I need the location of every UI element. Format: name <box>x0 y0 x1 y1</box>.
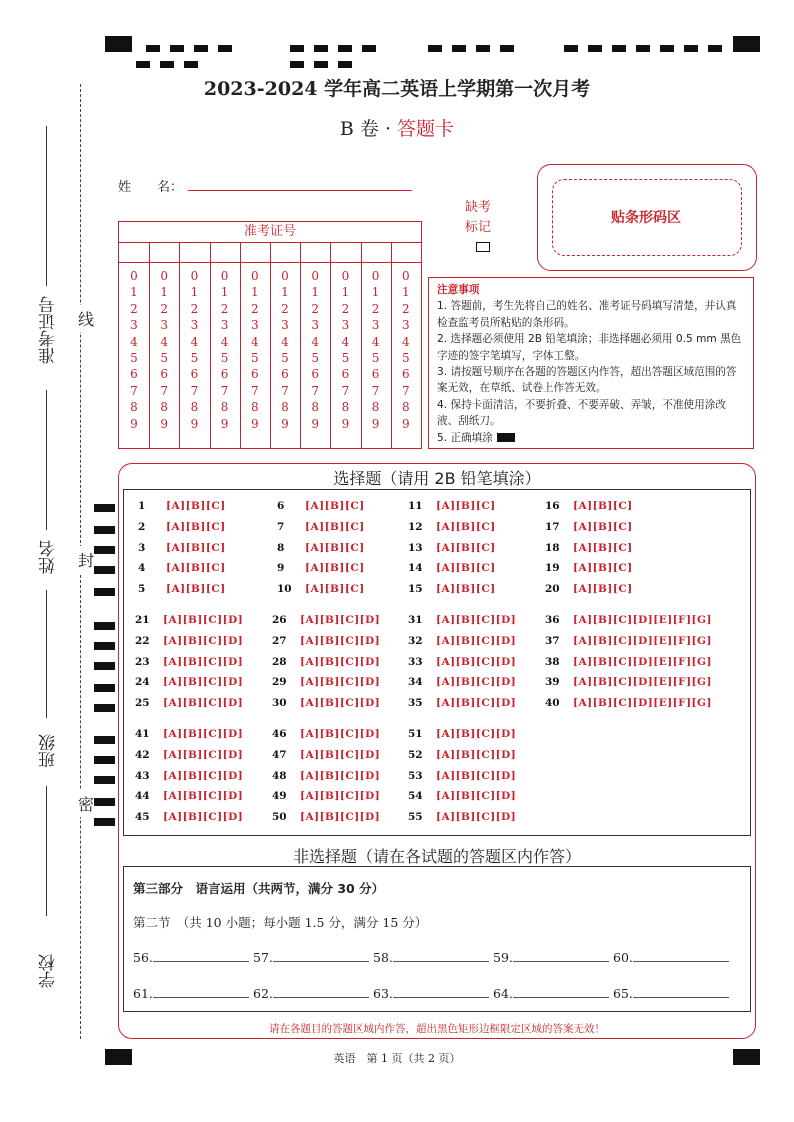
question-number: 34 <box>408 676 423 689</box>
question-number: 42 <box>135 748 150 761</box>
question-46[interactable] <box>272 728 380 740</box>
question-number: 15 <box>408 583 423 596</box>
answer-options[interactable]: [A][B][C][D] <box>163 790 244 803</box>
timing-mark <box>136 61 150 68</box>
answer-blank-64[interactable]: 64. <box>493 985 609 1001</box>
answer-options[interactable]: [A][B][C][D] <box>436 655 517 668</box>
question-number: 48 <box>272 769 287 782</box>
question-28[interactable] <box>272 656 380 668</box>
answer-options[interactable]: [A][B][C][D] <box>163 655 244 668</box>
digit-bubble-column[interactable]: 0 1 2 3 4 5 6 7 8 9 <box>190 269 199 431</box>
question-23[interactable] <box>135 656 243 668</box>
timing-mark <box>94 566 115 574</box>
answer-options[interactable]: [A][B][C] <box>573 520 633 533</box>
name-label: 姓 名： <box>118 180 184 195</box>
answer-options[interactable]: [A][B][C] <box>436 520 496 533</box>
absent-label: 缺考 标记 <box>465 200 492 235</box>
timing-mark <box>160 61 174 68</box>
side-write-line <box>46 590 47 718</box>
timing-mark <box>94 736 115 744</box>
question-32[interactable] <box>408 635 516 647</box>
answer-options[interactable]: [A][B][C][D] <box>300 676 381 689</box>
answer-options[interactable]: [A][B][C][D] <box>300 769 381 782</box>
answer-blank-58[interactable]: 58. <box>373 949 489 965</box>
question-number: 8 <box>277 541 285 554</box>
question-3[interactable] <box>138 542 226 554</box>
choice-section-header: 选择题（请用 2B 铅笔填涂） <box>333 469 541 488</box>
answer-options[interactable]: [A][B][C][D] <box>300 790 381 803</box>
answer-options[interactable]: [A][B][C][D] <box>436 748 517 761</box>
question-number: 45 <box>135 811 150 824</box>
boundary-warning: 请在各题目的答题区域内作答，超出黑色矩形边框限定区域的答案无效！ <box>269 1023 605 1035</box>
corner-mark <box>105 36 132 52</box>
question-19[interactable] <box>545 562 633 574</box>
question-number: 39 <box>545 676 560 689</box>
question-18[interactable] <box>545 542 633 554</box>
question-26[interactable] <box>272 614 380 626</box>
answer-options[interactable]: [A][B][C] <box>305 541 365 554</box>
timing-mark <box>94 662 115 670</box>
question-35[interactable] <box>408 697 516 709</box>
answer-options[interactable]: [A][B][C][D] <box>163 697 244 710</box>
exam-number-title: 准考证号 <box>119 222 421 243</box>
answer-options[interactable]: [A][B][C][D] <box>163 748 244 761</box>
answer-options[interactable]: [A][B][C][D] <box>436 790 517 803</box>
notice-item: 2. 选择题必须使用 2B 铅笔填涂；非选择题必须用 0.5 mm 黑色字迹的签字笔填写，字体工整。 <box>437 333 742 362</box>
answer-options[interactable]: [A][B][C][D] <box>436 728 517 740</box>
cut-word-line: 线 <box>78 305 94 332</box>
answer-options[interactable]: [A][B][C] <box>166 520 226 533</box>
answer-blank-65[interactable]: 65. <box>613 985 729 1001</box>
digit-bubble-column[interactable]: 0 1 2 3 4 5 6 7 8 9 <box>160 269 168 431</box>
question-number: 49 <box>272 790 287 803</box>
exam-number-grid <box>118 221 422 449</box>
timing-mark <box>588 45 602 52</box>
question-number: 40 <box>545 697 560 710</box>
answer-blank-61[interactable]: 61. <box>133 985 249 1001</box>
question-8[interactable] <box>277 542 365 554</box>
question-number: 29 <box>272 676 287 689</box>
side-label-school: 学校 <box>39 954 59 988</box>
question-number: 28 <box>272 655 287 668</box>
answer-options[interactable]: [A][B][C] <box>436 541 496 554</box>
question-number: 44 <box>135 790 150 803</box>
question-30[interactable] <box>272 697 380 709</box>
answer-blank-56[interactable]: 56. <box>133 949 249 965</box>
answer-options[interactable]: [A][B][C] <box>573 500 633 512</box>
side-write-line <box>46 126 47 286</box>
question-number: 35 <box>408 697 423 710</box>
answer-options[interactable]: [A][B][C][D] <box>300 614 381 626</box>
corner-mark <box>733 36 760 52</box>
timing-mark <box>290 61 304 68</box>
question-45[interactable] <box>135 811 243 823</box>
question-29[interactable] <box>272 676 380 688</box>
answer-blank-62[interactable]: 62. <box>253 985 369 1001</box>
question-6[interactable] <box>277 500 365 512</box>
answer-options[interactable]: [A][B][C] <box>436 583 496 596</box>
answer-options[interactable]: [A][B][C] <box>305 583 365 596</box>
answer-blank-57[interactable]: 57. <box>253 949 369 965</box>
question-44[interactable] <box>135 790 243 802</box>
answer-options[interactable]: [A][B][C][D] <box>163 676 244 689</box>
answer-options[interactable]: [A][B][C][D][E][F][G] <box>573 634 712 647</box>
timing-mark <box>94 776 115 784</box>
answer-options[interactable]: [A][B][C] <box>166 583 226 596</box>
answer-options[interactable]: [A][B][C] <box>305 562 365 575</box>
question-1[interactable] <box>138 500 226 512</box>
question-number: 21 <box>135 614 150 626</box>
question-12[interactable] <box>408 521 496 533</box>
timing-mark <box>314 61 328 68</box>
question-47[interactable] <box>272 749 380 761</box>
question-number: 19 <box>545 562 560 575</box>
timing-mark <box>94 622 115 630</box>
question-number: 5 <box>138 583 146 596</box>
question-number: 37 <box>545 634 560 647</box>
question-number: 9 <box>277 562 285 575</box>
question-33[interactable] <box>408 656 516 668</box>
timing-mark <box>94 756 115 764</box>
question-51[interactable] <box>408 728 516 740</box>
question-number: 43 <box>135 769 150 782</box>
question-10[interactable] <box>277 583 365 595</box>
side-label-name: 姓名 <box>39 540 59 574</box>
question-9[interactable] <box>277 562 365 574</box>
answer-options[interactable]: [A][B][C][D] <box>163 811 244 824</box>
timing-mark <box>636 45 650 52</box>
question-5[interactable] <box>138 583 226 595</box>
question-number: 23 <box>135 655 150 668</box>
timing-mark <box>170 45 184 52</box>
timing-mark <box>564 45 578 52</box>
timing-mark <box>500 45 514 52</box>
question-number: 55 <box>408 811 423 824</box>
question-number: 27 <box>272 634 287 647</box>
question-54[interactable] <box>408 790 516 802</box>
question-number: 18 <box>545 541 560 554</box>
question-number: 14 <box>408 562 423 575</box>
question-36[interactable] <box>545 614 712 626</box>
question-7[interactable] <box>277 521 365 533</box>
question-number: 47 <box>272 748 287 761</box>
timing-mark <box>94 504 115 512</box>
notice-item: 5. 正确填涂 <box>437 430 745 446</box>
timing-mark <box>428 45 442 52</box>
question-number: 13 <box>408 541 423 554</box>
timing-mark <box>452 45 466 52</box>
answer-options[interactable]: [A][B][C][D] <box>436 614 517 626</box>
timing-mark <box>94 684 115 692</box>
answer-options[interactable]: [A][B][C][D] <box>300 655 381 668</box>
question-14[interactable] <box>408 562 496 574</box>
question-number: 1 <box>138 500 146 512</box>
question-number: 36 <box>545 614 560 626</box>
nonchoice-section-header: 非选择题（请在各试题的答题区内作答） <box>292 847 581 866</box>
question-number: 53 <box>408 769 423 782</box>
cut-word-dense: 密 <box>78 790 94 817</box>
question-48[interactable] <box>272 770 380 782</box>
answer-options[interactable]: [A][B][C] <box>305 520 365 533</box>
side-write-line <box>46 786 47 916</box>
notice-item: 3. 请按题号顺序在各题的答题区内作答，超出答题区域范围的答案无效，在草纸、试卷上作答无效。 <box>437 366 737 395</box>
question-21[interactable] <box>135 614 243 626</box>
question-number: 11 <box>408 500 423 512</box>
question-number: 2 <box>138 520 146 533</box>
timing-mark <box>94 642 115 650</box>
timing-mark <box>660 45 674 52</box>
timing-mark <box>94 526 115 534</box>
digit-bubble-column[interactable]: 0 1 2 3 4 5 6 7 8 9 <box>311 269 319 431</box>
digit-bubble-column[interactable]: 0 1 2 3 4 5 6 7 8 9 <box>281 269 289 431</box>
filled-sample-icon <box>497 433 515 442</box>
timing-mark <box>290 45 304 52</box>
question-4[interactable] <box>138 562 226 574</box>
notice-title: 注意事项 <box>437 284 480 296</box>
timing-mark <box>194 45 208 52</box>
question-number: 10 <box>277 583 292 596</box>
question-number: 22 <box>135 634 150 647</box>
question-24[interactable] <box>135 676 243 688</box>
timing-mark <box>362 45 376 52</box>
timing-mark <box>476 45 490 52</box>
timing-mark <box>94 818 115 826</box>
question-41[interactable] <box>135 728 243 740</box>
question-37[interactable] <box>545 635 712 647</box>
question-55[interactable] <box>408 811 516 823</box>
question-20[interactable] <box>545 583 633 595</box>
absent-checkbox[interactable] <box>476 242 490 252</box>
answer-options[interactable]: [A][B][C] <box>573 562 633 575</box>
timing-mark <box>338 45 352 52</box>
side-label-exam-no: 准考证号 <box>39 296 59 364</box>
side-write-line <box>46 390 47 530</box>
answer-options[interactable]: [A][B][C][D] <box>163 769 244 782</box>
cut-word-seal: 封 <box>78 546 94 573</box>
question-27[interactable] <box>272 635 380 647</box>
answer-options[interactable]: [A][B][C] <box>436 562 496 575</box>
question-number: 31 <box>408 614 423 626</box>
question-40[interactable] <box>545 697 712 709</box>
notice-item: 1. 答题前，考生先将自己的姓名、准考证号码填写清楚，并认真检查监考员所粘贴的条形码。 <box>437 300 737 329</box>
answer-blank-63[interactable]: 63. <box>373 985 489 1001</box>
answer-options[interactable]: [A][B][C][D][E][F][G] <box>573 676 712 689</box>
answer-options[interactable]: [A][B][C][D] <box>163 614 244 626</box>
question-number: 25 <box>135 697 150 710</box>
page-footer: 英语 第 1 页（共 2 页） <box>333 1052 461 1065</box>
digit-bubble-column[interactable]: 0 1 2 3 4 5 6 7 8 9 <box>401 269 410 431</box>
answer-options[interactable]: [A][B][C][D][E][F][G] <box>573 614 712 626</box>
question-42[interactable] <box>135 749 243 761</box>
answer-options[interactable]: [A][B][C][D] <box>436 676 517 689</box>
answer-options[interactable]: [A][B][C][D][E][F][G] <box>573 655 712 668</box>
question-number: 6 <box>277 500 285 512</box>
question-number: 46 <box>272 728 287 740</box>
digit-bubble-column[interactable]: 0 1 2 3 4 5 6 7 8 9 <box>220 269 229 431</box>
timing-mark <box>146 45 160 52</box>
question-52[interactable] <box>408 749 516 761</box>
answer-options[interactable]: [A][B][C][D] <box>300 811 381 824</box>
question-49[interactable] <box>272 790 380 802</box>
question-number: 52 <box>408 748 423 761</box>
answer-options[interactable]: [A][B][C][D] <box>436 634 517 647</box>
question-number: 7 <box>277 520 285 533</box>
answer-options[interactable]: [A][B][C] <box>166 541 226 554</box>
timing-mark <box>94 546 115 554</box>
answer-options[interactable]: [A][B][C] <box>166 500 226 512</box>
timing-mark <box>684 45 698 52</box>
question-number: 30 <box>272 697 287 710</box>
timing-mark <box>184 61 198 68</box>
question-number: 3 <box>138 541 146 554</box>
question-43[interactable] <box>135 770 243 782</box>
question-number: 32 <box>408 634 423 647</box>
question-number: 41 <box>135 728 150 740</box>
answer-options[interactable]: [A][B][C] <box>573 583 633 596</box>
timing-mark <box>218 45 232 52</box>
question-11[interactable] <box>408 500 496 512</box>
answer-options[interactable]: [A][B][C][D][E][F][G] <box>573 697 712 710</box>
question-number: 54 <box>408 790 423 803</box>
question-13[interactable] <box>408 542 496 554</box>
answer-options[interactable]: [A][B][C] <box>573 541 633 554</box>
notice-item: 4. 保持卡面清洁，不要折叠、不要弄破、弄皱，不准使用涂改液、刮纸刀。 <box>437 398 726 428</box>
timing-mark <box>708 45 722 52</box>
question-number: 20 <box>545 583 560 596</box>
answer-options[interactable]: [A][B][C] <box>305 500 365 512</box>
digit-bubble-column[interactable]: 0 1 2 3 4 5 6 7 8 9 <box>130 269 138 431</box>
question-25[interactable] <box>135 697 243 709</box>
timing-mark <box>314 45 328 52</box>
answer-options[interactable]: [A][B][C][D] <box>436 697 517 710</box>
answer-options[interactable]: [A][B][C][D] <box>436 811 517 824</box>
part3-title: 第三部分 语言运用（共两节，满分 30 分） <box>133 881 385 896</box>
question-31[interactable] <box>408 614 516 626</box>
section2-title: 第二节 （共 10 小题；每小题 1.5 分，满分 15 分） <box>133 915 428 930</box>
question-15[interactable] <box>408 583 496 595</box>
question-34[interactable] <box>408 676 516 688</box>
notice-box <box>428 277 754 449</box>
answer-options[interactable]: [A][B][C][D] <box>300 728 381 740</box>
barcode-label: 贴条形码区 <box>611 210 681 226</box>
timing-mark <box>94 704 115 712</box>
question-22[interactable] <box>135 635 243 647</box>
answer-options[interactable]: [A][B][C][D] <box>163 634 244 647</box>
answer-options[interactable]: [A][B][C] <box>166 562 226 575</box>
question-number: 50 <box>272 811 287 824</box>
digit-bubble-column[interactable]: 0 1 2 3 4 5 6 7 8 9 <box>250 269 259 431</box>
answer-options[interactable]: [A][B][C] <box>436 500 496 512</box>
timing-mark <box>612 45 626 52</box>
question-number: 26 <box>272 614 287 626</box>
question-number: 16 <box>545 500 560 512</box>
question-17[interactable] <box>545 521 633 533</box>
question-number: 12 <box>408 520 423 533</box>
question-number: 51 <box>408 728 423 740</box>
answer-blank-59[interactable]: 59. <box>493 949 609 965</box>
question-number: 33 <box>408 655 423 668</box>
answer-options[interactable]: [A][B][C][D] <box>300 697 381 710</box>
answer-options[interactable]: [A][B][C][D] <box>163 728 244 740</box>
side-label-class: 班级 <box>39 734 59 768</box>
question-number: 17 <box>545 520 560 533</box>
page-subtitle: B 卷 · 答题卡 <box>339 118 455 140</box>
answer-blank-60[interactable]: 60. <box>613 949 729 965</box>
question-number: 38 <box>545 655 560 668</box>
page-title: 2023-2024 学年高二英语上学期第一次月考 <box>203 78 591 100</box>
digit-bubble-column[interactable]: 0 1 2 3 4 5 6 7 8 9 <box>341 269 350 431</box>
question-50[interactable] <box>272 811 380 823</box>
timing-mark <box>94 588 115 596</box>
question-16[interactable] <box>545 500 633 512</box>
question-39[interactable] <box>545 676 712 688</box>
digit-bubble-column[interactable]: 0 1 2 3 4 5 6 7 8 9 <box>371 269 380 431</box>
question-number: 24 <box>135 676 150 689</box>
answer-options[interactable]: [A][B][C][D] <box>436 769 517 782</box>
name-field[interactable] <box>188 190 412 191</box>
answer-options[interactable]: [A][B][C][D] <box>300 748 381 761</box>
timing-mark <box>94 798 115 806</box>
answer-options[interactable]: [A][B][C][D] <box>300 634 381 647</box>
question-2[interactable] <box>138 521 226 533</box>
timing-mark <box>338 61 352 68</box>
question-38[interactable] <box>545 656 712 668</box>
question-53[interactable] <box>408 770 516 782</box>
question-number: 4 <box>138 562 146 575</box>
